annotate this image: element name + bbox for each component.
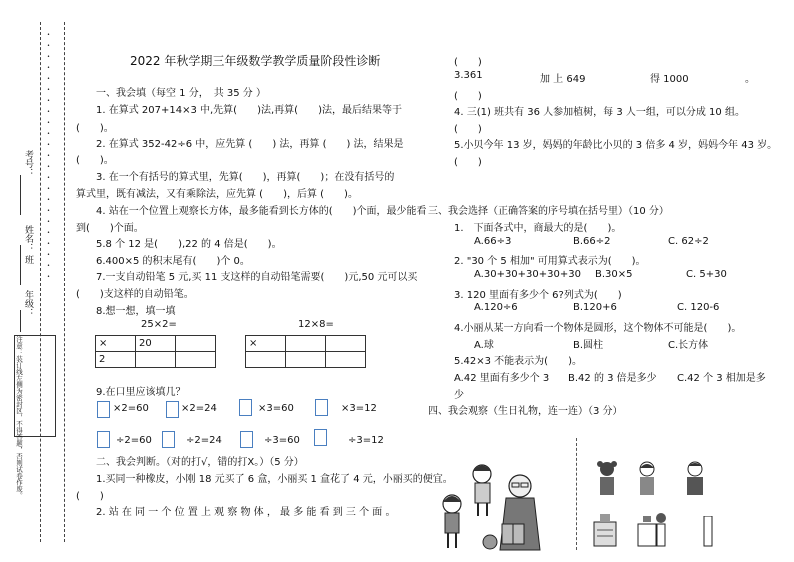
q2-3-part-c: 得 1000 (650, 74, 689, 85)
q3-3-option-c: C. 120-6 (677, 302, 720, 313)
q1-7-text: 7.一支自动铅笔 5 元,买 11 支这样的自动铅笔需要( )元,50 元可以买 (96, 272, 418, 283)
q1-2-answer: ( )。 (76, 155, 114, 166)
q3-5-text: 5.42×3 不能表示为( )。 (454, 356, 582, 367)
q2-2-text: 2. 站 在 同 一 个 位 置 上 观 察 物 体 ， 最 多 能 看 到 三 个 面 。 (96, 507, 396, 518)
q9-expr: ×2=24 (181, 403, 217, 414)
q9-expr: ÷3=12 (348, 435, 384, 446)
q1-7-text-b: ( )支这样的自动铅笔。 (76, 289, 194, 300)
table1-cell (176, 336, 216, 352)
gift-side-view-icon (654, 512, 668, 548)
blank-box[interactable] (239, 399, 252, 416)
section2-title: 二、我会判断。（对的打√，错的打X。）（5 分） (96, 457, 304, 468)
q2-3-answer: ( ) (454, 91, 482, 102)
binding-line-outer (40, 22, 41, 542)
q2-3-part-a: 3.361 (454, 70, 483, 81)
binding-note-box (14, 335, 56, 499)
view-girl-icon (596, 460, 618, 500)
q2-5-text: 5.小贝今年 13 岁，妈妈的年龄比小贝的 3 倍多 4 岁，妈妈今年 43 岁。 (454, 140, 778, 151)
q2-3-part-b: 加 上 649 (540, 74, 586, 85)
q1-6-text: 6.400×5 的积末尾有( )个 0。 (96, 256, 250, 267)
q1-3-text: 3. 在一个有括号的算式里，先算( )，再算( )；在没有括号的 (96, 172, 395, 183)
blank-box[interactable] (240, 431, 253, 448)
q2-4-answer: ( ) (454, 124, 482, 135)
q9-expr: ÷2=60 (116, 435, 152, 446)
q1-2-text: 2. 在算式 352-42÷6 中，应先算 ( ) 法，再算 ( ) 法，结果是 (96, 139, 404, 150)
q3-4-option-b: B.圆柱 (573, 340, 604, 351)
q9-expr: ÷3=60 (264, 435, 300, 446)
table2-cell (326, 352, 366, 368)
kaohao-label: 考号： (23, 150, 33, 177)
q2-3-part-d: 。 (745, 74, 755, 85)
gift-narrow-view-icon (702, 516, 714, 548)
q2-5-answer: ( ) (454, 157, 482, 168)
table2-cell (286, 336, 326, 352)
q1-8-text: 8.想一想，填一填 (96, 306, 176, 317)
q3-3-text: 3. 120 里面有多少个 6?列式为( ) (454, 290, 622, 301)
table1-label: 25×2= (141, 319, 177, 330)
illustration-divider (576, 438, 578, 550)
q3-5-option-b: B.42 的 3 倍是多少 (568, 373, 657, 384)
q1-1-answer: ( )。 (76, 123, 114, 134)
ban-label: 班 (23, 255, 33, 264)
table2-cell (326, 336, 366, 352)
q9-expr: ×3=12 (341, 403, 377, 414)
q1-3-text-b: 算式里，既有减法，又有乘除法，应先算 ( )，后算 ( )。 (76, 189, 358, 200)
blank-box[interactable] (97, 431, 110, 448)
q9-expr: ×3=60 (258, 403, 294, 414)
q3-4-text: 4.小丽从某一方向看一个物体是圆形，这个物体不可能是( )。 (454, 323, 742, 334)
table1-cell (176, 352, 216, 368)
q3-4-option-c: C.长方体 (668, 340, 709, 351)
q1-1-text: 1. 在算式 207+14×3 中,先算( )法,再算( )法，最后结果等于 (96, 105, 402, 116)
section4-title: 四、我会观察（生日礼物，连一连）（3 分） (428, 406, 623, 417)
section1-title: 一、我会填（每空 1 分， 共 35 分 ） (96, 88, 266, 99)
q1-9-text: 9.在口里应该填几？ (96, 387, 186, 398)
view-grandpa-icon (684, 460, 706, 500)
table2-cell (246, 352, 286, 368)
blank-box[interactable] (162, 431, 175, 448)
seal-line-dots: ・・・・・・・・・・・・・・・・・・・・・・・ (44, 30, 53, 283)
blank-box[interactable] (314, 429, 327, 446)
table2-cell (286, 352, 326, 368)
q2-2-answer: ( ) (454, 57, 482, 68)
q2-1-text: 1.买同一种橡皮，小刚 18 元买了 6 盒，小丽买 1 盒花了 4 元，小丽买的便宜。 (96, 474, 453, 485)
q3-5-option-c-tail: 少 (454, 390, 464, 401)
q3-2-option-a: A.30+30+30+30+30 (474, 269, 581, 280)
q3-1-option-b: B.66÷2 (573, 236, 611, 247)
nianji-line (20, 310, 21, 332)
table1-cell: 20 (136, 336, 176, 352)
q2-4-text: 4. 三(1) 班共有 36 人参加植树，每 3 人一组，可以分成 10 组。 (454, 107, 745, 118)
q2-1-answer: ( ) (76, 491, 104, 502)
q3-1-text: 1. 下面各式中，商最大的是( )。 (454, 223, 622, 234)
q3-1-option-a: A.66÷3 (474, 236, 512, 247)
section3-title: 三、我会选择（正确答案的序号填在括号里）（10 分） (428, 206, 669, 217)
grandpa-children-illustration (420, 438, 560, 552)
q3-3-option-b: B.120+6 (573, 302, 617, 313)
table1-cell: 2 (96, 352, 136, 368)
kaohao-line (20, 175, 21, 215)
q3-2-text: 2. "30 个 5 相加" 可用算式表示为( )。 (454, 256, 646, 267)
table2-label: 12×8= (298, 319, 334, 330)
q1-4-text: 4. 站在一个位置上观察长方体，最多能看到长方体的( )个面，最少能看 (96, 206, 427, 217)
binding-line-inner (64, 22, 65, 542)
table1-cell: × (96, 336, 136, 352)
q3-2-option-b: B.30×5 (595, 269, 633, 280)
multiplication-table-1 (95, 335, 216, 368)
q1-5-text: 5.8 个 12 是( ),22 的 4 倍是( )。 (96, 239, 282, 250)
table1-cell (136, 352, 176, 368)
xingming-line (20, 245, 21, 285)
q9-expr: ÷2=24 (186, 435, 222, 446)
gift-box-view-icon (592, 514, 618, 548)
binding-note: 注意：装订线左侧为密封区，不得答题，否则试卷作废。 (15, 336, 23, 499)
q1-4-text-b: 到( )个面。 (76, 223, 144, 234)
table2-cell: × (246, 336, 286, 352)
q3-1-option-c: C. 62÷2 (668, 236, 709, 247)
nianji-label: 年级： (23, 290, 33, 317)
blank-box[interactable] (315, 399, 328, 416)
q3-5-option-c: C.42 个 3 相加是多 (677, 373, 766, 384)
q3-4-option-a: A.球 (474, 340, 494, 351)
page-title: 2022 年秋学期三年级数学教学质量阶段性诊断 (130, 54, 381, 68)
multiplication-table-2 (245, 335, 366, 368)
blank-box[interactable] (97, 401, 110, 418)
blank-box[interactable] (166, 401, 179, 418)
q3-5-option-a: A.42 里面有多少个 3 (454, 373, 550, 384)
q3-2-option-c: C. 5+30 (686, 269, 727, 280)
xingming-label: 姓名： (23, 225, 33, 252)
view-boy-icon (636, 460, 658, 500)
q3-3-option-a: A.120÷6 (474, 302, 518, 313)
q9-expr: ×2=60 (113, 403, 149, 414)
